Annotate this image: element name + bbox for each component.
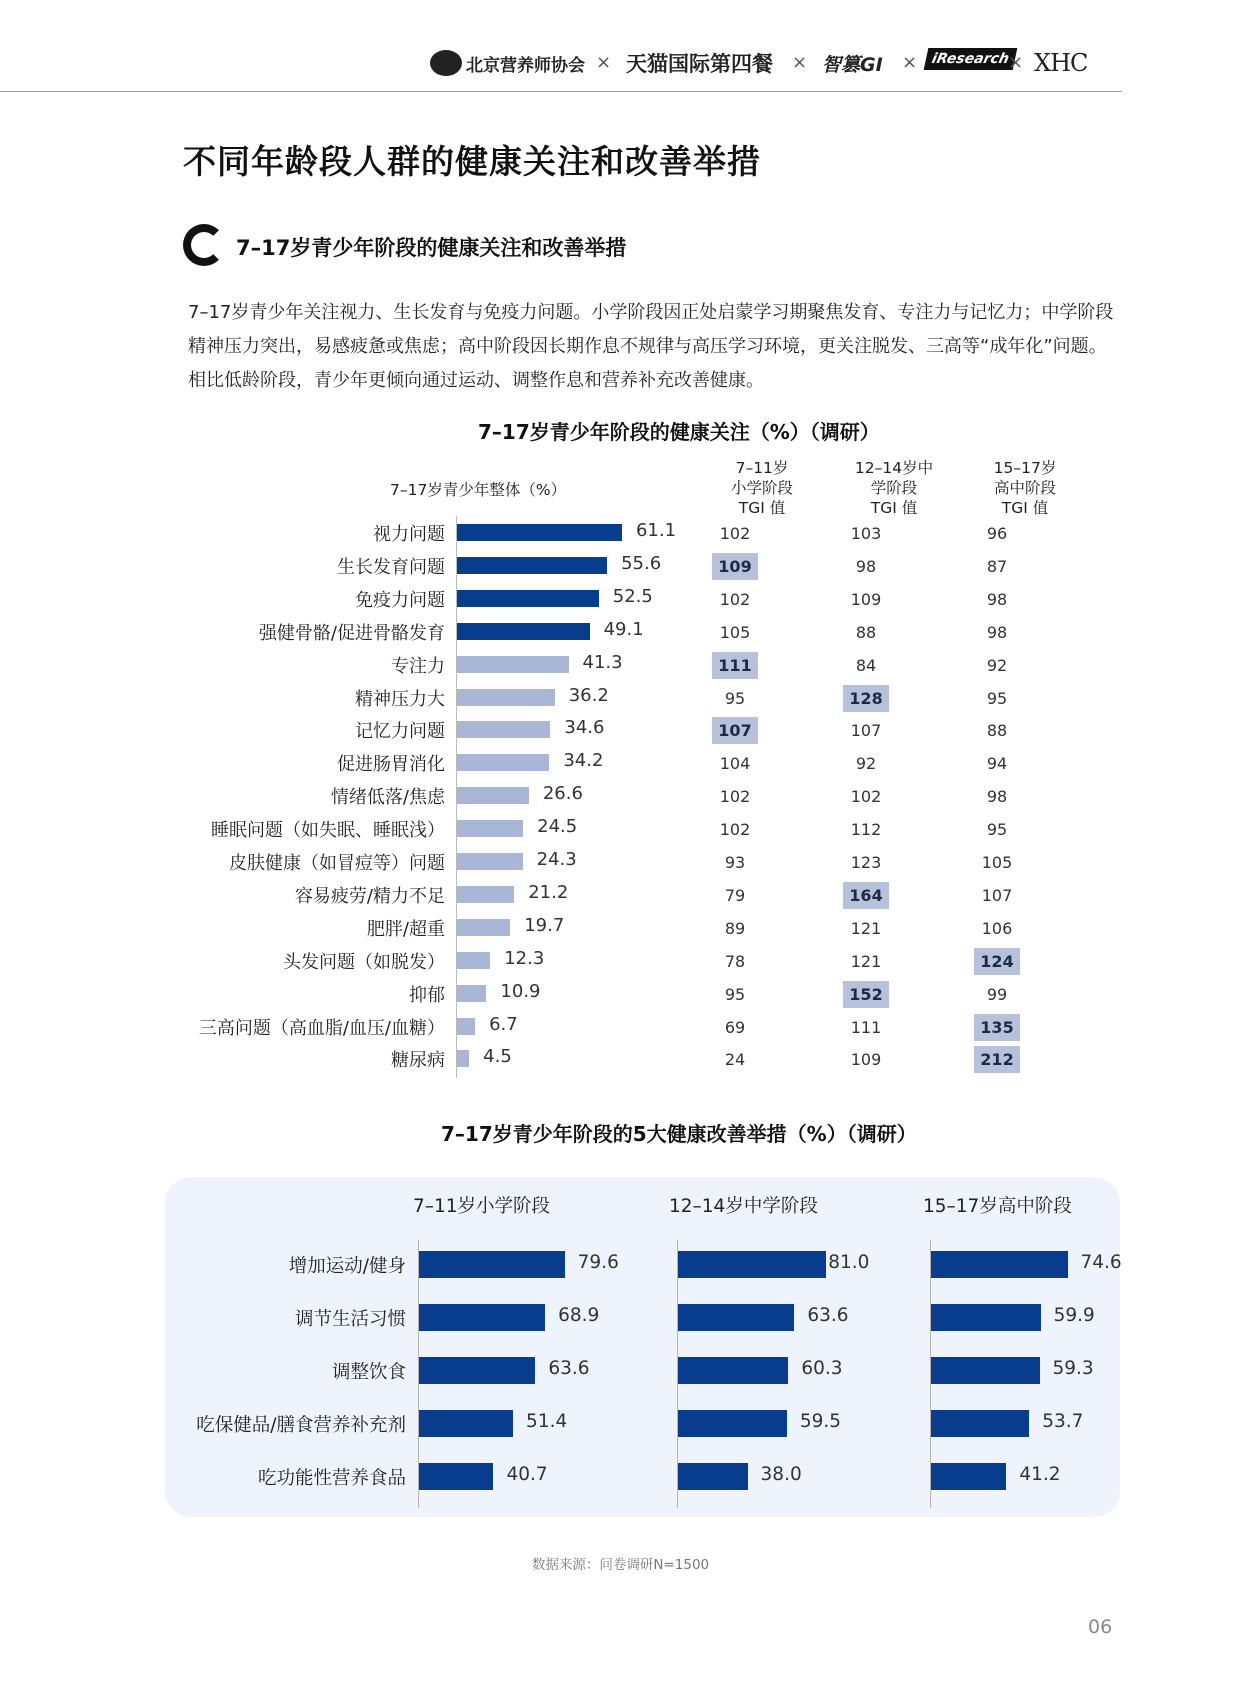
- tgi-cell-highlight: 128: [843, 685, 889, 712]
- improvement-value: 74.6: [1080, 1252, 1122, 1273]
- concern-value: 12.3: [504, 947, 545, 969]
- tgi-cell: 92: [855, 754, 877, 774]
- chart-title: 7–17岁青少年阶段的健康关注（%）（调研）: [478, 420, 880, 444]
- tgi-cell: 107: [850, 721, 882, 741]
- concern-bar: [457, 1018, 475, 1035]
- improvement-bar: [678, 1251, 826, 1278]
- concern-bar: [457, 787, 529, 804]
- concern-label: 糖尿病: [391, 1050, 445, 1072]
- concern-bar: [457, 820, 523, 837]
- concern-value: 24.3: [536, 849, 577, 870]
- concern-bar: [457, 623, 590, 640]
- tgi-cell: 88: [855, 622, 877, 642]
- improvement-value: 59.3: [1052, 1358, 1094, 1379]
- improvement-bar: [931, 1304, 1041, 1331]
- partner-logos: [430, 44, 1130, 82]
- improvement-bar: [931, 1410, 1029, 1437]
- tgi-cell: 107: [981, 885, 1013, 905]
- tgi-cell: 87: [986, 556, 1008, 576]
- concern-label: 肥胖/超重: [366, 918, 445, 940]
- concern-bar: [457, 886, 514, 903]
- improvement-bar: [678, 1410, 787, 1437]
- tgi-header-high: 15–17岁 高中阶段 TGI 值: [993, 459, 1057, 517]
- tgi-cell-highlight: 212: [974, 1046, 1020, 1073]
- tgi-cell: 79: [724, 885, 746, 905]
- group-title: 12–14岁中学阶段: [669, 1196, 818, 1217]
- improvement-bar: [678, 1463, 748, 1490]
- tgi-cell: 98: [986, 622, 1008, 642]
- concern-value: 34.6: [564, 717, 605, 739]
- tgi-cell: 121: [850, 951, 882, 971]
- concern-label: 视力问题: [373, 524, 445, 545]
- xhc-logo: XHC: [1034, 49, 1088, 77]
- header-divider: [0, 91, 1122, 92]
- tgi-cell: 98: [986, 589, 1008, 609]
- concern-label: 记忆力问题: [355, 721, 445, 743]
- improvement-bar: [419, 1410, 513, 1437]
- improvement-bar: [931, 1251, 1068, 1278]
- group-title: 7–11岁小学阶段: [413, 1196, 551, 1217]
- section-ring-icon: [183, 224, 225, 266]
- improvement-bar: [419, 1304, 545, 1331]
- improvement-bar: [931, 1463, 1006, 1490]
- concern-value: 6.7: [489, 1013, 518, 1035]
- tgi-cell: 99: [986, 984, 1008, 1004]
- concern-bar: [457, 1050, 469, 1067]
- concern-value: 36.2: [568, 684, 609, 706]
- tgi-header-middle: 12–14岁中 学阶段 TGI 值: [854, 459, 934, 517]
- concern-value: 55.6: [621, 552, 662, 574]
- improvement-value: 59.5: [799, 1411, 842, 1432]
- concern-label: 头发问题（如脱发）: [283, 951, 445, 973]
- concern-label: 睡眠问题（如失眠、睡眠浅）: [211, 820, 445, 842]
- tgi-header-primary: 7–11岁 小学阶段 TGI 值: [730, 459, 793, 517]
- improvement-value: 63.6: [807, 1305, 849, 1326]
- improvement-label: 吃保健品/膳食营养补充剂: [196, 1415, 406, 1436]
- tgi-cell: 105: [719, 622, 751, 642]
- tgi-cell: 98: [986, 787, 1008, 807]
- tgi-cell: 109: [850, 589, 882, 609]
- concern-bar: [457, 689, 555, 706]
- improvement-bar: [419, 1251, 565, 1278]
- improvement-bar: [419, 1463, 493, 1490]
- concern-label: 促进肠胃消化: [337, 754, 445, 776]
- concern-label: 容易疲劳/精力不足: [294, 885, 445, 907]
- tgi-cell: 69: [724, 1017, 746, 1037]
- improvement-label: 吃功能性营养食品: [257, 1468, 406, 1489]
- concern-label: 强健骨骼/促进骨骼发育: [258, 622, 445, 644]
- tgi-cell-highlight: 164: [843, 882, 889, 909]
- bda-logo: 北京营养师协会: [430, 44, 585, 82]
- concern-bar: [457, 919, 510, 936]
- concern-bar: [457, 557, 607, 574]
- improvement-label: 增加运动/健身: [288, 1256, 406, 1277]
- tgi-cell: 92: [986, 655, 1008, 675]
- tgi-cell: 104: [719, 754, 751, 774]
- improvement-value: 41.2: [1019, 1464, 1061, 1485]
- concern-label: 生长发育问题: [337, 556, 445, 578]
- times-icon: ×: [1008, 52, 1024, 73]
- improvement-value: 81.0: [828, 1252, 870, 1273]
- concern-label: 情绪低落/焦虑: [330, 787, 445, 809]
- tgi-cell: 102: [719, 589, 751, 609]
- tgi-cell: 95: [724, 688, 746, 708]
- page-title: 不同年龄段人群的健康关注和改善举措: [183, 142, 761, 181]
- improvement-value: 79.6: [577, 1252, 619, 1273]
- concern-value: 10.9: [500, 980, 541, 1002]
- tgi-cell: 98: [855, 556, 877, 576]
- tgi-cell: 96: [986, 524, 1008, 543]
- intro-paragraph: 7–17岁青少年关注视力、生长发育与免疫力问题。小学阶段因正处启蒙学习期聚焦发育、专注力与记忆力；中学阶段精神压力突出，易感疲惫或焦虑；高中阶段因长期作息不规律与高压学习环境，更关注脱发、三高等“成年化”问题。相比低龄阶段，青少年更倾向通过运动、调整作息和营养补充改善健康。: [188, 302, 1114, 391]
- concern-value: 61.1: [635, 520, 677, 541]
- tgi-cell: 93: [724, 853, 746, 872]
- improvement-label: 调节生活习惯: [294, 1309, 406, 1330]
- improvement-value: 60.3: [801, 1358, 843, 1379]
- concern-bar: [457, 985, 486, 1002]
- improvement-label: 调整饮食: [331, 1362, 406, 1383]
- data-source: 数据来源：问卷调研N=1500: [531, 1557, 710, 1573]
- improvement-bar: [931, 1357, 1040, 1384]
- concern-bar: [457, 952, 490, 969]
- tgi-cell-highlight: 124: [974, 948, 1020, 975]
- improvement-chart-title: 7–17岁青少年阶段的5大健康改善举措（%）（调研）: [441, 1122, 917, 1146]
- tgi-cell-highlight: 107: [712, 717, 758, 744]
- section-title: 7–17岁青少年阶段的健康关注和改善举措: [236, 236, 627, 260]
- concern-value: 52.5: [612, 585, 653, 607]
- improvement-value: 68.9: [558, 1305, 600, 1326]
- concern-bar: [457, 853, 523, 870]
- tgi-cell: 89: [724, 918, 746, 938]
- overall-column-header: 7–17岁青少年整体（%）: [390, 481, 567, 499]
- group-title: 15–17岁高中阶段: [923, 1196, 1072, 1217]
- concern-label: 三高问题（高血脂/血压/血糖）: [198, 1017, 445, 1039]
- improvement-value: 40.7: [506, 1464, 548, 1485]
- page-number: 06: [1088, 1616, 1113, 1638]
- tgi-cell: 123: [850, 853, 882, 872]
- tgi-cell: 102: [719, 820, 751, 840]
- concern-bar: [457, 754, 549, 771]
- times-icon: ×: [596, 52, 612, 73]
- tgi-cell: 102: [719, 524, 751, 543]
- tgi-cell: 102: [850, 787, 882, 807]
- improvement-value: 59.9: [1053, 1305, 1095, 1326]
- concern-label: 抑郁: [409, 984, 445, 1006]
- concern-label: 专注力: [391, 655, 445, 677]
- concern-value: 4.5: [483, 1046, 512, 1068]
- tgi-cell: 88: [986, 721, 1008, 741]
- tgi-cell: 95: [986, 820, 1008, 840]
- tgi-cell: 112: [850, 820, 882, 840]
- tgi-cell-highlight: 109: [712, 553, 758, 580]
- improvement-value: 38.0: [760, 1464, 802, 1485]
- times-icon: ×: [792, 52, 808, 73]
- improvement-value: 53.7: [1042, 1411, 1084, 1432]
- tgi-cell: 109: [850, 1050, 882, 1070]
- tgi-cell-highlight: 135: [974, 1014, 1020, 1041]
- tgi-cell: 103: [850, 524, 882, 543]
- improvement-value: 51.4: [526, 1411, 568, 1432]
- concern-value: 24.5: [537, 816, 578, 838]
- concern-value: 41.3: [582, 651, 623, 673]
- concern-value: 34.2: [563, 750, 604, 772]
- tgi-cell: 105: [981, 853, 1013, 872]
- tgi-cell: 78: [724, 951, 746, 971]
- tgi-cell: 95: [724, 984, 746, 1004]
- tgi-cell: 111: [850, 1017, 882, 1037]
- concern-label: 皮肤健康（如冒痘等）问题: [229, 853, 445, 874]
- tgi-cell: 106: [981, 918, 1013, 938]
- iresearch-logo: iResearch: [924, 48, 1018, 70]
- concern-bar: [457, 656, 569, 673]
- improvement-bar: [678, 1304, 794, 1331]
- tmall-global-logo: 天猫国际第四餐: [626, 52, 773, 76]
- tgi-cell: 102: [719, 787, 751, 807]
- concern-value: 26.6: [542, 783, 583, 805]
- concern-value: 19.7: [524, 914, 565, 936]
- tgi-cell: 94: [986, 754, 1008, 774]
- concern-bar: [457, 721, 550, 738]
- concern-label: 免疫力问题: [355, 589, 445, 611]
- tgi-cell: 84: [855, 655, 877, 675]
- concern-bar: [457, 590, 599, 607]
- concern-value: 21.2: [528, 881, 569, 903]
- improvement-bar: [419, 1357, 535, 1384]
- times-icon: ×: [902, 52, 918, 73]
- zhizuan-logo: 智篡GI: [822, 53, 883, 76]
- tgi-cell: 24: [724, 1050, 746, 1070]
- tgi-cell: 121: [850, 918, 882, 938]
- concern-bar: [457, 524, 622, 541]
- concern-value: 49.1: [603, 618, 644, 640]
- tgi-cell-highlight: 111: [712, 652, 758, 679]
- concern-axis-line: [456, 516, 457, 1078]
- improvement-bar: [678, 1357, 788, 1384]
- concern-label: 精神压力大: [355, 688, 445, 710]
- improvement-value: 63.6: [548, 1358, 590, 1379]
- tgi-cell: 95: [986, 688, 1008, 708]
- tgi-cell-highlight: 152: [843, 981, 889, 1008]
